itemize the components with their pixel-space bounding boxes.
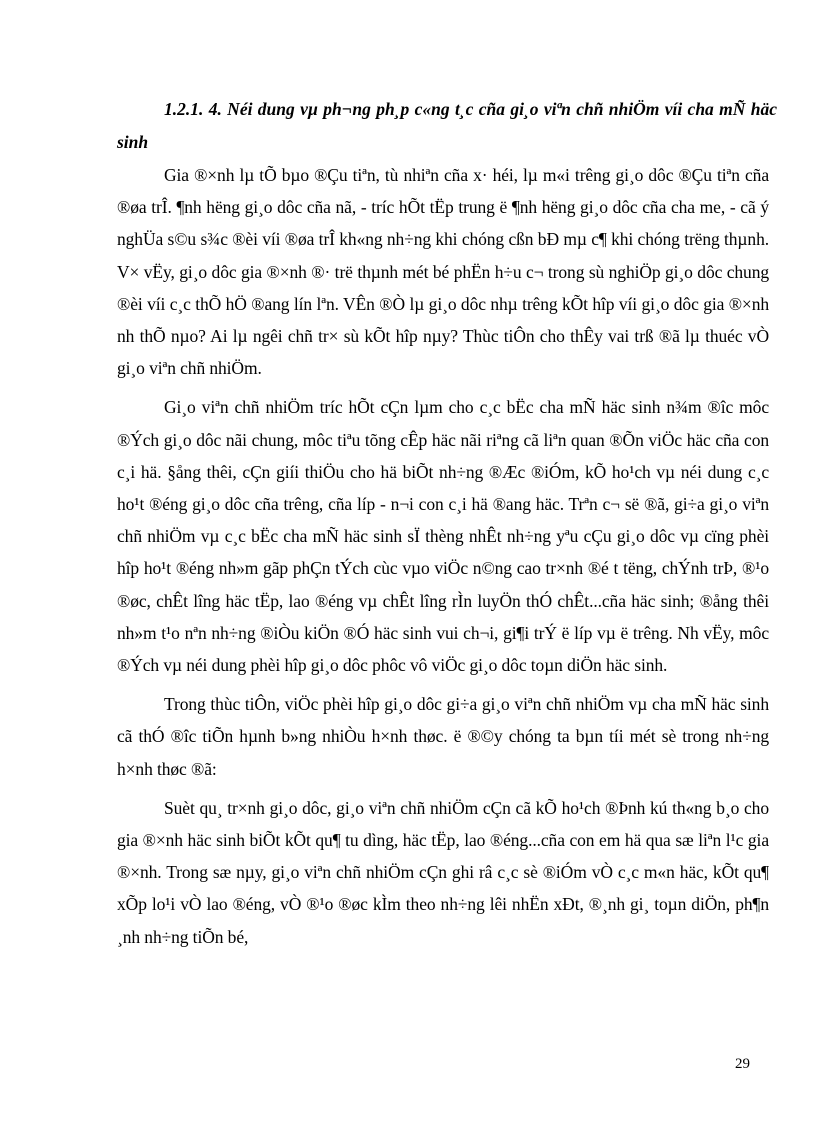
page-number: 29 (735, 1056, 750, 1072)
body-text (117, 159, 769, 960)
paragraph-2: Gi¸o viªn chñ nhiÖm tríc hÕt cÇn lµm cho c¸c bËc cha mÑ häc sinh n¾m ®îc môc ®Ých gi¸o dôc nãi chung, môc tiªu tõng cÊp häc nãi riªng cã liªn quan ®Õn viÖc häc cña con c¸i hä. §ång thêi, cÇn giíi thiÖu cho hä biÕt nh÷ng ®Æc ®iÓm, kÕ ho¹ch vµ néi dung c¸c ho¹t ®éng gi¸o dôc cña trêng, cña líp - n¬i con c¸i hä ®ang häc. Trªn c¬ së ®ã, gi÷a gi¸o viªn chñ nhiÖm vµ c¸c bËc cha mÑ häc sinh sÏ thèng nhÊt nh÷ng yªu cÇu gi¸o dôc vµ cïng phèi hîp ho¹t ®éng nh»m gãp phÇn tÝch cùc vµo viÖc n©ng cao tr×nh ®é t tëng, chÝnh trÞ, ®¹o ®øc, chÊt lîng häc tËp, lao ®éng vµ chÊt lîng rÌn luyÖn thÓ chÊt...cña häc sinh; ®ång thêi nh»m t¹o nªn nh÷ng ®iÒu kiÖn ®Ó häc sinh vui ch¬i, gi¶i trÝ ë líp vµ ë trêng. Nh vËy, môc ®Ých vµ néi dung phèi hîp gi¸o dôc phôc vô viÖc gi¸o dôc toµn diÖn häc sinh. (117, 397, 769, 676)
paragraph-3: Trong thùc tiÔn, viÖc phèi hîp gi¸o dôc gi÷a gi¸o viªn chñ nhiÖm vµ cha mÑ häc sinh cã thÓ ®îc tiÕn hµnh b»ng nhiÒu h×nh thøc. ë ®©y chóng ta bµn tíi mét sè trong nh÷ng h×nh thøc ®ã: (117, 694, 769, 779)
paragraph-4: Suèt qu¸ tr×nh gi¸o dôc, gi¸o viªn chñ nhiÖm cÇn cã kÕ ho¹ch ®Þnh kú th«ng b¸o cho gia ®×nh häc sinh biÕt kÕt qu¶ tu dìng, häc tËp, lao ®éng...cña con em hä qua sæ liªn l¹c gia ®×nh. Trong sæ nµy, gi¸o viªn chñ nhiÖm cÇn ghi râ c¸c sè ®iÓm vÒ c¸c m«n häc, kÕt qu¶ xÕp lo¹i vÒ lao ®éng, vÒ ®¹o ®øc kÌm theo nh÷ng lêi nhËn xÐt, ®¸nh gi¸ toµn diÖn, ph¶n ¸nh nh÷ng tiÕn bé, (117, 797, 769, 947)
section-heading: 1.2.1. 4. Néi dung vµ ph¬ng ph¸p c«ng t¸c cña gi¸o viªn chñ nhiÖm víi cha mÑ häc sinh (117, 99, 777, 152)
paragraph-1: Gia ®×nh lµ tÕ bµo ®Çu tiªn, tù nhiªn cña x· héi, lµ m«i trêng gi¸o dôc ®Çu tiªn cña ®øa trÎ. ¶nh hëng gi¸o dôc cña nã, - tríc hÕt tËp trung ë ¶nh hëng gi¸o dôc cña cha me, - cã ý nghÜa s©u s¾c ®èi víi ®øa trÎ kh«ng nh÷ng khi chóng cßn bÐ mµ c¶ khi chóng trëng thµnh. V× vËy, gi¸o dôc gia ®×nh ®· trë thµnh mét bé phËn h÷u c¬ trong sù nghiÖp gi¸o dôc chung ®èi víi c¸c thÕ hÖ ®ang lín lªn. VÊn ®Ò lµ gi¸o dôc nhµ trêng kÕt hîp víi gi¸o dôc gia ®×nh nh thÕ nµo? Ai lµ ngêi chñ tr× sù kÕt hîp nµy? Thùc tiÔn cho thÊy vai trß ®ã lµ thuéc vÒ gi¸o viªn chñ nhiÖm. (117, 165, 769, 379)
